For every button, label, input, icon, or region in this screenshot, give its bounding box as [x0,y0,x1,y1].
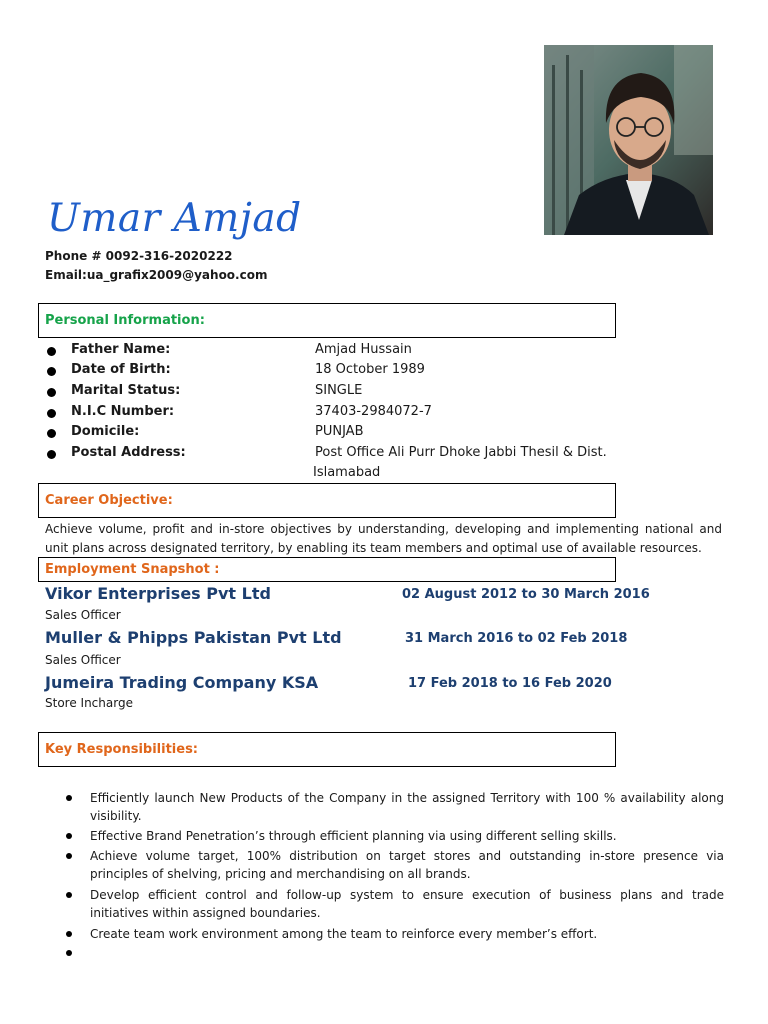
personal-information-section [38,303,616,338]
personal-value: Post Office Ali Purr Dhoke Jabbi Thesil & Dist. [315,445,607,460]
profile-photo [544,45,713,235]
candidate-name: Umar Amjad [47,196,302,241]
phone-number: Phone # 0092-316-2020222 [45,249,233,263]
bullet-icon [47,388,56,397]
job-role: Store Incharge [45,696,133,710]
personal-value: SINGLE [315,383,363,398]
career-objective-text: Achieve volume, profit and in-store objectives by understanding, developing and implementing national and unit plans across designated territory, by enabling its team members and optimal use of available resources. [45,522,722,555]
employment-snapshot-title: Employment Snapshot : [45,562,220,577]
responsibility-text: Achieve volume target, 100% distribution on target stores and outstanding in-store presence via principles of shelving, pricing and merchandising on all brands. [90,849,724,881]
bullet-icon [47,409,56,418]
list-item [64,827,724,845]
personal-information-title: Personal Information: [45,313,205,328]
list-item [64,886,724,922]
job-role: Sales Officer [45,653,121,667]
responsibility-text: Create team work environment among the team to reinforce every member’s effort. [90,927,598,941]
company-name: Jumeira Trading Company KSA [45,673,319,692]
bullet-icon [66,931,72,937]
personal-row [45,362,685,382]
bullet-icon [47,429,56,438]
company-name: Muller & Phipps Pakistan Pvt Ltd [45,628,342,647]
bullet-icon [47,367,56,376]
personal-value: Amjad Hussain [315,342,412,357]
bullet-icon [66,833,72,839]
email-address: Email:ua_grafix2009@yahoo.com [45,268,268,282]
personal-label: Date of Birth: [71,362,171,377]
job-role: Sales Officer [45,608,121,622]
personal-label: Domicile: [71,424,140,439]
list-item [64,925,724,943]
personal-row [45,383,685,403]
career-objective-title: Career Objective: [45,493,173,508]
personal-label: Postal Address: [71,445,186,460]
bullet-icon [66,892,72,898]
employment-dates: 31 March 2016 to 02 Feb 2018 [405,631,628,646]
bullet-icon [66,795,72,801]
personal-row [45,445,685,465]
career-objective-section [38,483,616,518]
employment-dates: 02 August 2012 to 30 March 2016 [402,587,650,602]
personal-value: 18 October 1989 [315,362,425,377]
employment-dates: 17 Feb 2018 to 16 Feb 2020 [408,676,612,691]
list-item [64,789,724,825]
personal-label: N.I.C Number: [71,404,175,419]
responsibility-text: Efficiently launch New Products of the Company in the assigned Territory with 100 % availability along visibility. [90,791,724,823]
employment-snapshot-section [38,557,616,582]
bullet-icon [66,950,72,956]
bullet-icon [47,347,56,356]
key-responsibilities-section [38,732,616,767]
responsibility-text: Develop efficient control and follow-up system to ensure execution of business plans and trade initiatives within assigned boundaries. [90,888,724,920]
responsibility-text: Effective Brand Penetration’s through efficient planning via using different selling skills. [90,829,617,843]
personal-row [45,424,685,444]
bullet-icon [66,853,72,859]
postal-address-continuation: Islamabad [313,465,381,480]
bullet-icon [47,450,56,459]
personal-label: Father Name: [71,342,171,357]
personal-label: Marital Status: [71,383,181,398]
key-responsibilities-title: Key Responsibilities: [45,742,199,757]
company-name: Vikor Enterprises Pvt Ltd [45,584,271,603]
personal-row [45,342,685,362]
list-item [64,847,724,883]
personal-value: 37403-2984072-7 [315,404,432,419]
personal-row [45,404,685,424]
personal-value: PUNJAB [315,424,364,439]
